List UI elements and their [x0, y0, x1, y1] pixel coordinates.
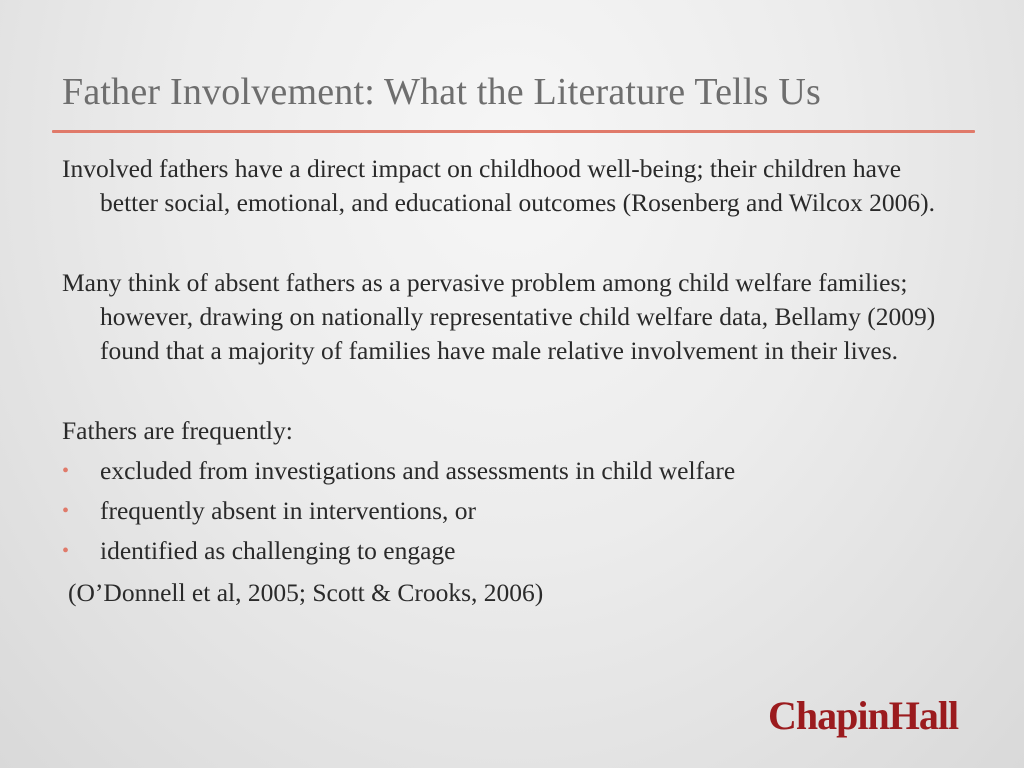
- list-item: [62, 534, 962, 568]
- citation: (O’Donnell et al, 2005; Scott & Crooks, 2006): [68, 578, 544, 607]
- title-divider: [52, 130, 975, 133]
- bullet-list: [62, 454, 962, 568]
- bullet-icon: •: [62, 500, 70, 522]
- bullet-icon: •: [62, 460, 70, 482]
- slide-title: Father Involvement: What the Literature Tells Us: [62, 71, 821, 113]
- paragraph-1: Involved fathers have a direct impact on childhood well-being; their children have better social, emotional, and educational outcomes (Rosenberg and Wilcox 2006).: [62, 154, 936, 217]
- list-item: [62, 454, 962, 488]
- list-item-text: excluded from investigations and assessments in child welfare: [100, 456, 736, 485]
- list-item-text: frequently absent in interventions, or: [100, 496, 477, 525]
- chapinhall-logo: ChapinHall: [768, 693, 959, 738]
- list-item-text: identified as challenging to engage: [100, 536, 456, 565]
- bullet-icon: •: [62, 540, 70, 562]
- paragraph-2: Many think of absent fathers as a pervasive problem among child welfare families; however, drawing on nationally representative child welfare data, Bellamy (2009) found that a majority of families have male relative involvement in their lives.: [62, 268, 936, 365]
- slide-body: [62, 152, 962, 610]
- list-lead: Fathers are frequently:: [62, 416, 293, 445]
- list-item: [62, 494, 962, 528]
